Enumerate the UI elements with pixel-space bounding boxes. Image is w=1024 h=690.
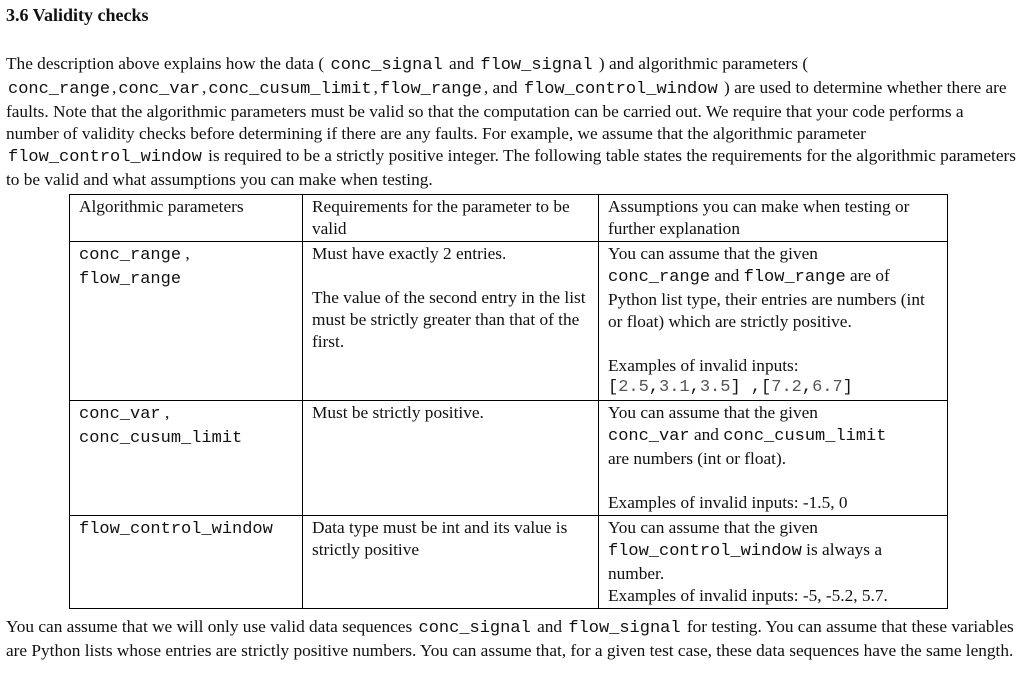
closing-text: You can assume that we will only use valid data sequences [6, 617, 413, 636]
intro-text: The description above explains how the data ( [6, 54, 325, 73]
intro-text: , [373, 78, 378, 97]
code-conc-range: conc_range [79, 246, 182, 265]
separator: , [164, 403, 170, 422]
intro-text: , [112, 78, 117, 97]
code-conc-cusum-limit: conc_cusum_limit [79, 429, 243, 448]
table-row [70, 401, 948, 516]
assumption-text: You can assume that the given [608, 403, 818, 422]
bracket: [ [608, 378, 619, 397]
requirement-cell [303, 242, 599, 401]
table-row [70, 242, 948, 401]
param-cell [70, 242, 303, 401]
validity-table [69, 194, 948, 609]
table-header-row [70, 195, 948, 242]
intro-text: ) are used to determine whether there are faults. Note that the algorithmic parameters must be valid so that the computation can be carried out. We require that your code performs a number of validity checks before determining if there are any faults. For example, we assume that the algorithmic parameter [6, 78, 1007, 143]
comma: , [689, 378, 700, 397]
code-flow-signal: flow_signal [568, 619, 681, 638]
separator: , [185, 244, 190, 263]
invalid-examples [608, 377, 938, 399]
example-value: 2.5 [618, 378, 649, 397]
code-flow-control-window: flow_control_window [8, 148, 202, 167]
param-cell [70, 401, 303, 516]
header-algorithmic-parameters: Algorithmic parameters [70, 195, 303, 242]
code-flow-signal: flow_signal [480, 56, 593, 75]
requirement-cell [303, 516, 599, 609]
requirement-text: Must be strictly positive. [312, 403, 484, 422]
example-value: 6.7 [812, 378, 843, 397]
code-flow-control-window: flow_control_window [79, 520, 273, 539]
code-flow-control-window: flow_control_window [523, 80, 718, 99]
closing-text: for testing. You can assume that these variables are Python lists whose entries are strictly positive numbers. You can assume that, for a given test case, these data sequences have the same length. [6, 617, 1014, 660]
code-conc-var: conc_var [608, 427, 690, 446]
assumption-cell [599, 516, 948, 609]
assumption-text: are of Python list type, their entries are numbers (int or float) which are strictly positive. [608, 266, 925, 331]
code-conc-signal: conc_signal [418, 619, 531, 638]
requirement-text: Data type must be int and its value is strictly positive [312, 518, 568, 559]
intro-text: and [449, 54, 474, 73]
intro-text: is required to be a strictly positive integer. The following table states the requirements for the algorithmic parameters to be valid and what assumptions you can make when testing. [6, 146, 1016, 189]
assumption-text: You can assume that the given [608, 244, 818, 263]
examples-label: Examples of invalid inputs: [608, 356, 799, 375]
example-value: 7.2 [771, 378, 802, 397]
intro-paragraph [6, 53, 1018, 191]
header-assumptions: Assumptions you can make when testing or further explanation [599, 195, 948, 242]
intro-text: ) and algorithmic parameters ( [598, 54, 809, 73]
requirement-cell [303, 401, 599, 516]
requirement-text: The value of the second entry in the list must be strictly greater than that of the first. [312, 288, 586, 351]
code-conc-cusum-limit: conc_cusum_limit [723, 427, 887, 446]
code-conc-var: conc_var [118, 80, 200, 99]
table-row [70, 516, 948, 609]
comma: , [801, 378, 813, 397]
section-title: 3.6 Validity checks [6, 5, 149, 25]
bracket: ] [842, 378, 853, 397]
header-requirements: Requirements for the parameter to be valid [303, 195, 599, 242]
requirement-text: Must have exactly 2 entries. [312, 244, 507, 263]
param-cell [70, 516, 303, 609]
assumption-text: and [693, 425, 719, 444]
assumption-cell [599, 242, 948, 401]
assumption-cell [599, 401, 948, 516]
invalid-examples: Examples of invalid inputs: -1.5, 0 [608, 493, 848, 512]
code-conc-cusum-limit: conc_cusum_limit [208, 80, 372, 99]
assumption-text: are numbers (int or float). [608, 449, 787, 468]
invalid-examples: Examples of invalid inputs: -5, -5.2, 5.7. [608, 586, 888, 605]
code-flow-range: flow_range [79, 270, 182, 289]
closing-paragraph [6, 616, 1018, 662]
example-value: 3.1 [659, 378, 690, 397]
assumption-text: You can assume that the given [608, 518, 818, 537]
example-value: 3.5 [699, 378, 731, 397]
assumption-text: and [714, 266, 740, 285]
intro-text: , and [483, 78, 518, 97]
closing-text: and [537, 617, 563, 636]
code-conc-signal: conc_signal [330, 56, 443, 75]
code-conc-range: conc_range [608, 268, 711, 287]
code-flow-range: flow_range [743, 268, 846, 287]
intro-text: , [201, 78, 207, 97]
assumption-text: is always a number. [608, 540, 882, 583]
code-conc-var: conc_var [79, 405, 161, 424]
bracket: ] ,[ [730, 378, 772, 397]
code-conc-range: conc_range [8, 80, 111, 99]
code-flow-control-window: flow_control_window [608, 542, 802, 561]
comma: , [648, 378, 660, 397]
code-flow-range: flow_range [379, 80, 482, 99]
